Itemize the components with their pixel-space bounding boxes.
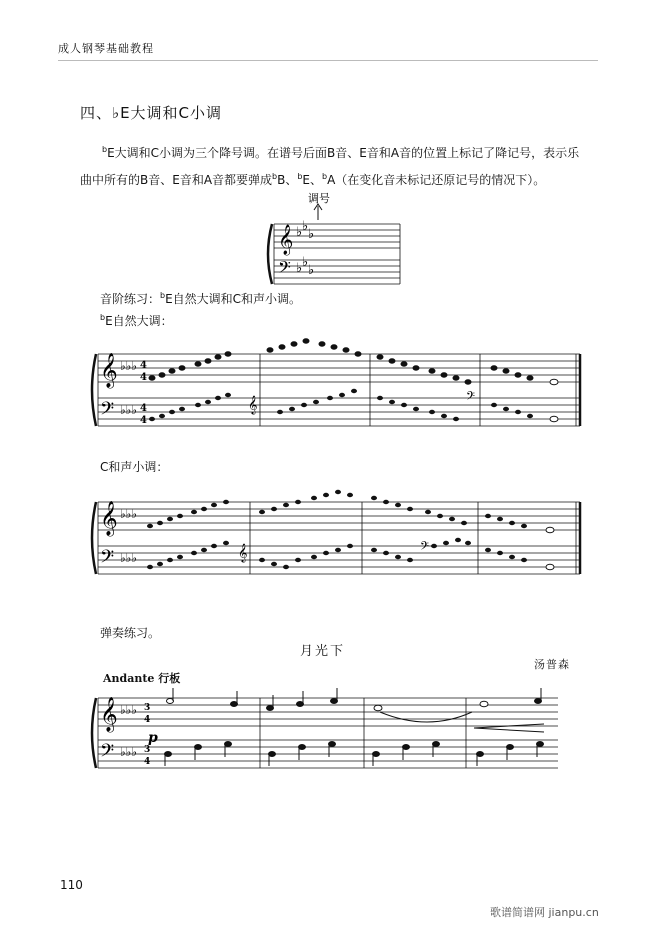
section-title: 四、♭E大调和C小调 xyxy=(80,104,223,122)
treble-clef-icon: 𝄞 xyxy=(238,543,248,562)
bass-clef-icon: 𝄢 xyxy=(466,390,476,406)
eb-major-label xyxy=(100,312,173,329)
flat-icon: ♭ xyxy=(302,255,309,270)
key-signature-flats: ♭♭♭ xyxy=(120,745,137,759)
treble-notes xyxy=(149,339,558,385)
time-signature: 4 xyxy=(144,715,151,725)
flat-mark: b xyxy=(160,291,166,300)
eb-major-scale-score xyxy=(88,338,588,438)
key-signature-label: 调号 xyxy=(308,192,330,205)
time-signature: 3 xyxy=(144,745,151,755)
key-signature-flats: ♭♭♭ xyxy=(120,703,137,717)
treble-clef-icon: 𝄞 xyxy=(248,395,258,414)
flat-mark: b xyxy=(100,313,106,322)
treble-notes xyxy=(147,490,554,533)
scale-exercise-prefix: 音阶练习： xyxy=(100,292,161,306)
practice-label: 弹奏练习。 xyxy=(100,626,161,640)
time-signature: 4 xyxy=(144,757,151,767)
intro-text: E大调和C小调为三个降号调。在谱号后面B音、E音和A音的位置上标记了降记号，表示乐曲中所有的B音、E音和A音都要弹成 xyxy=(80,146,580,187)
bass-clef-icon: 𝄢 xyxy=(420,540,430,556)
key-signature-flats: ♭♭♭ xyxy=(120,551,137,565)
tempo-marking: Andante 行板 xyxy=(103,672,181,685)
c-harmonic-minor-score xyxy=(88,488,588,584)
time-signature: 4 xyxy=(140,372,147,383)
time-signature: 3 xyxy=(144,703,151,713)
brace-icon xyxy=(92,502,96,574)
melody-notes xyxy=(167,688,542,711)
piece-score xyxy=(88,684,588,774)
key-signature-example xyxy=(260,190,410,286)
intro-text: B、 xyxy=(277,173,298,187)
brace-icon xyxy=(268,224,272,284)
staff-lines xyxy=(98,354,580,426)
key-signature-flats: ♭♭♭ xyxy=(120,507,137,521)
time-signature: 4 xyxy=(140,360,147,371)
staff-lines xyxy=(98,698,558,768)
flat-mark: b xyxy=(322,172,328,181)
eb-major-text: E自然大调： xyxy=(105,314,173,328)
c-minor-label: C和声小调： xyxy=(100,460,169,474)
scale-exercise-label xyxy=(100,290,301,307)
watermark: 歌谱简谱网 jianpu.cn xyxy=(490,906,599,919)
time-signature: 4 xyxy=(140,415,147,426)
flat-mark: b xyxy=(102,145,108,154)
intro-paragraph xyxy=(80,138,590,192)
treble-clef-icon: 𝄞 xyxy=(100,697,118,732)
key-signature-flats: ♭♭♭ xyxy=(120,403,137,417)
dynamic-marking: p xyxy=(148,730,158,746)
flat-icon: ♭ xyxy=(296,225,303,240)
treble-clef-icon: 𝄞 xyxy=(100,353,118,388)
flat-mark: b xyxy=(297,172,303,181)
brace-icon xyxy=(92,698,96,768)
bass-clef-icon: 𝄢 xyxy=(100,399,115,424)
brace-icon xyxy=(92,354,96,426)
time-signature: 4 xyxy=(140,403,147,414)
composer: 汤普森 xyxy=(534,658,570,671)
treble-clef-icon: 𝄞 xyxy=(100,501,118,536)
header-rule xyxy=(58,60,598,61)
running-head: 成人钢琴基础教程 xyxy=(58,42,154,55)
page-number: 110 xyxy=(60,878,83,892)
intro-text: A（在变化音未标记还原记号的情况下）。 xyxy=(327,173,546,187)
scale-exercise-text: E自然大调和C和声小调。 xyxy=(165,292,302,306)
piece-title: 月光下 xyxy=(300,644,346,659)
bass-notes xyxy=(147,538,554,570)
staff-lines xyxy=(98,502,580,574)
flat-icon: ♭ xyxy=(308,263,315,278)
intro-text: E、 xyxy=(302,173,323,187)
treble-clef-icon: 𝄞 xyxy=(278,225,294,255)
bass-clef-icon: 𝄢 xyxy=(278,257,291,281)
flat-icon: ♭ xyxy=(308,227,315,242)
bass-clef-icon: 𝄢 xyxy=(100,741,115,766)
flat-icon: ♭ xyxy=(296,261,303,276)
tie-arc xyxy=(380,712,472,722)
crescendo-hairpin xyxy=(474,724,544,732)
key-signature-flats: ♭♭♭ xyxy=(120,359,137,373)
flat-icon: ♭ xyxy=(302,219,309,234)
flat-mark: b xyxy=(272,172,278,181)
bass-clef-icon: 𝄢 xyxy=(100,547,115,572)
